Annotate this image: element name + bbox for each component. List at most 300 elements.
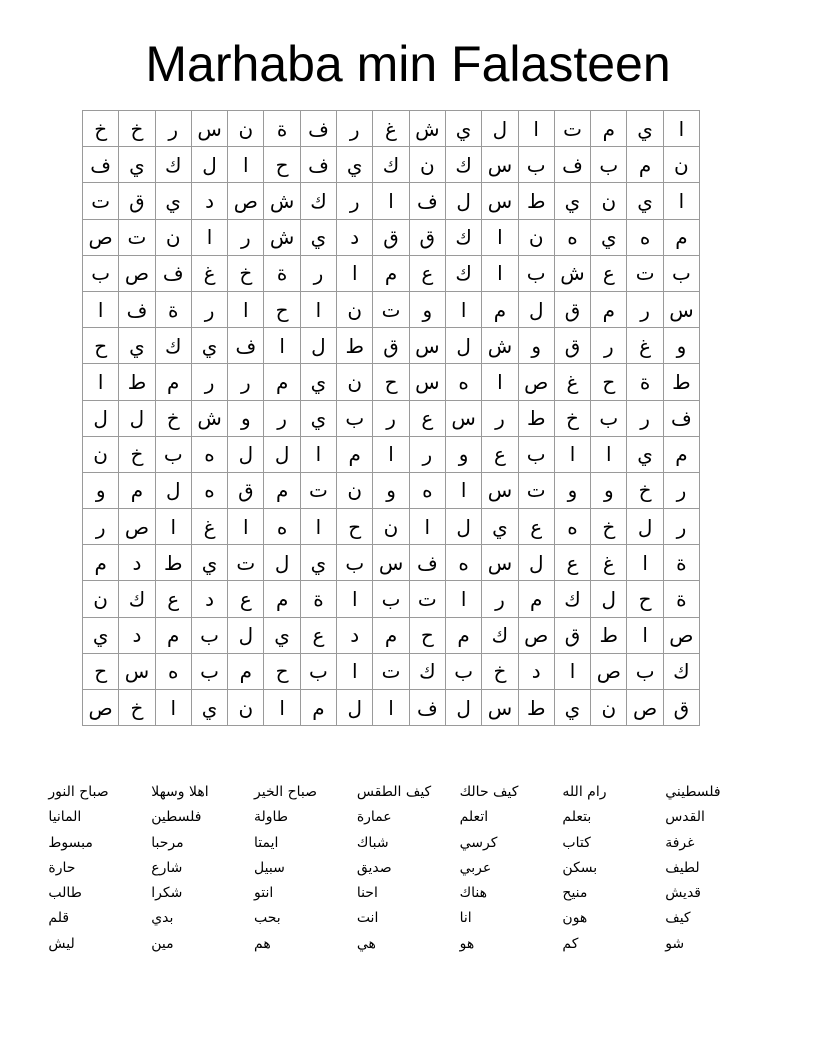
- grid-cell[interactable]: ف: [119, 292, 155, 328]
- grid-cell[interactable]: ر: [192, 292, 228, 328]
- grid-cell[interactable]: و: [519, 328, 555, 364]
- grid-cell[interactable]: ح: [410, 618, 446, 654]
- grid-cell[interactable]: و: [446, 437, 482, 473]
- grid-cell[interactable]: ط: [591, 618, 627, 654]
- grid-cell[interactable]: ا: [337, 256, 373, 292]
- grid-cell[interactable]: ر: [228, 364, 264, 400]
- grid-cell[interactable]: ي: [555, 183, 591, 219]
- word-list-item: غرفة: [665, 834, 695, 851]
- grid-cell[interactable]: ن: [337, 473, 373, 509]
- grid-cell[interactable]: ي: [446, 111, 482, 147]
- grid-cell[interactable]: ي: [482, 509, 518, 545]
- grid-cell[interactable]: ت: [301, 473, 337, 509]
- word-list-item: حارة: [48, 859, 76, 876]
- grid-cell[interactable]: س: [373, 545, 409, 581]
- grid-cell[interactable]: ب: [373, 581, 409, 617]
- grid-cell[interactable]: و: [373, 473, 409, 509]
- grid-cell[interactable]: ع: [410, 256, 446, 292]
- grid-cell[interactable]: خ: [555, 401, 591, 437]
- grid-cell[interactable]: ي: [627, 437, 663, 473]
- grid-cell[interactable]: ا: [228, 147, 264, 183]
- grid-cell[interactable]: ب: [156, 437, 192, 473]
- grid-cell[interactable]: ت: [627, 256, 663, 292]
- grid-cell[interactable]: ه: [156, 654, 192, 690]
- grid-cell[interactable]: ك: [156, 147, 192, 183]
- grid-cell[interactable]: س: [119, 654, 155, 690]
- grid-cell[interactable]: ه: [446, 545, 482, 581]
- grid-cell[interactable]: د: [337, 618, 373, 654]
- grid-cell[interactable]: ل: [264, 437, 300, 473]
- grid-cell[interactable]: ب: [519, 437, 555, 473]
- grid-cell[interactable]: غ: [192, 509, 228, 545]
- grid-cell[interactable]: و: [83, 473, 119, 509]
- grid-cell[interactable]: د: [337, 220, 373, 256]
- grid-cell[interactable]: ش: [410, 111, 446, 147]
- grid-cell[interactable]: ر: [627, 401, 663, 437]
- grid-cell[interactable]: ا: [555, 437, 591, 473]
- grid-cell[interactable]: ص: [591, 654, 627, 690]
- grid-cell[interactable]: ي: [156, 183, 192, 219]
- grid-cell[interactable]: ك: [156, 328, 192, 364]
- grid-cell[interactable]: ت: [555, 111, 591, 147]
- grid-cell[interactable]: ه: [555, 509, 591, 545]
- grid-cell[interactable]: و: [410, 292, 446, 328]
- grid-cell[interactable]: ه: [446, 364, 482, 400]
- grid-cell[interactable]: ب: [664, 256, 700, 292]
- grid-cell[interactable]: ص: [119, 256, 155, 292]
- grid-cell[interactable]: ب: [83, 256, 119, 292]
- grid-cell[interactable]: ق: [119, 183, 155, 219]
- grid-cell[interactable]: ش: [482, 328, 518, 364]
- grid-cell[interactable]: س: [192, 111, 228, 147]
- grid-cell[interactable]: ك: [446, 256, 482, 292]
- grid-cell[interactable]: ل: [446, 509, 482, 545]
- grid-cell[interactable]: ن: [228, 690, 264, 726]
- grid-cell[interactable]: ر: [482, 581, 518, 617]
- grid-cell[interactable]: خ: [119, 437, 155, 473]
- grid-cell[interactable]: م: [264, 581, 300, 617]
- grid-cell[interactable]: ا: [264, 690, 300, 726]
- grid-cell[interactable]: ل: [228, 437, 264, 473]
- grid-cell[interactable]: ن: [83, 581, 119, 617]
- grid-cell[interactable]: م: [156, 618, 192, 654]
- grid-cell[interactable]: ق: [228, 473, 264, 509]
- grid-cell[interactable]: ن: [591, 690, 627, 726]
- grid-cell[interactable]: و: [555, 473, 591, 509]
- grid-cell[interactable]: ا: [373, 437, 409, 473]
- grid-cell[interactable]: ك: [482, 618, 518, 654]
- grid-cell[interactable]: ا: [83, 364, 119, 400]
- word-list-item: شكرا: [151, 885, 183, 902]
- grid-cell[interactable]: ي: [83, 618, 119, 654]
- grid-cell[interactable]: ب: [591, 147, 627, 183]
- grid-cell[interactable]: ش: [555, 256, 591, 292]
- word-list-item: مين: [151, 935, 174, 952]
- grid-cell[interactable]: م: [337, 437, 373, 473]
- grid-cell[interactable]: ة: [301, 581, 337, 617]
- grid-cell[interactable]: ا: [83, 292, 119, 328]
- grid-cell[interactable]: ط: [337, 328, 373, 364]
- grid-cell[interactable]: ت: [83, 183, 119, 219]
- grid-cell[interactable]: م: [664, 437, 700, 473]
- grid-cell[interactable]: ف: [410, 690, 446, 726]
- grid-cell[interactable]: د: [119, 618, 155, 654]
- grid-cell[interactable]: ي: [301, 545, 337, 581]
- grid-cell[interactable]: ا: [373, 183, 409, 219]
- grid-cell[interactable]: ا: [228, 509, 264, 545]
- grid-cell[interactable]: ا: [337, 654, 373, 690]
- word-list-item: فلسطين: [151, 809, 202, 826]
- grid-cell[interactable]: ف: [410, 545, 446, 581]
- grid-cell[interactable]: ص: [83, 690, 119, 726]
- grid-cell[interactable]: ص: [519, 364, 555, 400]
- grid-cell[interactable]: ة: [156, 292, 192, 328]
- word-list-item: صديق: [356, 859, 392, 876]
- grid-cell[interactable]: م: [591, 292, 627, 328]
- grid-cell[interactable]: ص: [83, 220, 119, 256]
- grid-cell[interactable]: ي: [301, 364, 337, 400]
- grid-cell[interactable]: ه: [555, 220, 591, 256]
- grid-cell[interactable]: ش: [192, 401, 228, 437]
- word-list-item: عربي: [459, 859, 492, 876]
- grid-cell[interactable]: ا: [410, 509, 446, 545]
- grid-cell[interactable]: ف: [301, 111, 337, 147]
- grid-cell[interactable]: ل: [482, 111, 518, 147]
- grid-cell[interactable]: ن: [410, 147, 446, 183]
- grid-cell[interactable]: ا: [664, 183, 700, 219]
- grid-cell[interactable]: ر: [482, 401, 518, 437]
- grid-cell[interactable]: ت: [373, 292, 409, 328]
- grid-cell[interactable]: ر: [664, 509, 700, 545]
- grid-cell[interactable]: ع: [301, 618, 337, 654]
- grid-cell[interactable]: ب: [519, 256, 555, 292]
- grid-cell[interactable]: ن: [337, 292, 373, 328]
- grid-cell[interactable]: ا: [627, 618, 663, 654]
- grid-cell[interactable]: ح: [264, 147, 300, 183]
- grid-cell[interactable]: ا: [482, 364, 518, 400]
- grid-cell[interactable]: ا: [301, 509, 337, 545]
- grid-cell[interactable]: ر: [627, 292, 663, 328]
- grid-cell[interactable]: ة: [264, 111, 300, 147]
- grid-cell[interactable]: ق: [555, 618, 591, 654]
- grid-cell[interactable]: ح: [627, 581, 663, 617]
- grid-cell[interactable]: ح: [373, 364, 409, 400]
- grid-cell[interactable]: ر: [410, 437, 446, 473]
- grid-cell[interactable]: ة: [664, 581, 700, 617]
- grid-cell[interactable]: ف: [410, 183, 446, 219]
- grid-cell[interactable]: ح: [591, 364, 627, 400]
- grid-cell[interactable]: ا: [156, 509, 192, 545]
- word-list-item: كتاب: [562, 834, 591, 851]
- grid-cell[interactable]: ا: [228, 292, 264, 328]
- grid-cell[interactable]: ر: [337, 111, 373, 147]
- grid-cell[interactable]: ع: [555, 545, 591, 581]
- grid-cell[interactable]: ه: [627, 220, 663, 256]
- grid-cell[interactable]: ص: [664, 618, 700, 654]
- grid-cell[interactable]: م: [83, 545, 119, 581]
- grid-cell[interactable]: ط: [519, 183, 555, 219]
- grid-cell[interactable]: ا: [482, 256, 518, 292]
- grid-cell[interactable]: ي: [192, 690, 228, 726]
- grid-cell[interactable]: ط: [519, 690, 555, 726]
- grid-cell[interactable]: م: [301, 690, 337, 726]
- grid-cell[interactable]: ه: [192, 473, 228, 509]
- grid-cell[interactable]: ي: [301, 220, 337, 256]
- grid-cell[interactable]: و: [591, 473, 627, 509]
- grid-cell[interactable]: ح: [83, 654, 119, 690]
- grid-cell[interactable]: ل: [156, 473, 192, 509]
- grid-cell[interactable]: ة: [264, 256, 300, 292]
- grid-cell[interactable]: ا: [337, 581, 373, 617]
- grid-cell[interactable]: ا: [446, 292, 482, 328]
- grid-cell[interactable]: ط: [519, 401, 555, 437]
- grid-cell[interactable]: ي: [627, 111, 663, 147]
- grid-cell[interactable]: ق: [555, 292, 591, 328]
- grid-cell[interactable]: ه: [192, 437, 228, 473]
- grid-cell[interactable]: س: [482, 183, 518, 219]
- grid-cell[interactable]: ل: [301, 328, 337, 364]
- grid-cell[interactable]: ا: [664, 111, 700, 147]
- grid-cell[interactable]: ا: [264, 328, 300, 364]
- grid-cell[interactable]: ه: [410, 473, 446, 509]
- grid-cell[interactable]: ف: [664, 401, 700, 437]
- grid-cell[interactable]: م: [373, 618, 409, 654]
- grid-cell[interactable]: ص: [228, 183, 264, 219]
- grid-cell[interactable]: ب: [519, 147, 555, 183]
- grid-cell[interactable]: م: [228, 654, 264, 690]
- grid-cell[interactable]: ر: [373, 401, 409, 437]
- grid-cell[interactable]: ح: [264, 654, 300, 690]
- grid-cell[interactable]: ش: [264, 183, 300, 219]
- grid-cell[interactable]: ر: [156, 111, 192, 147]
- grid-cell[interactable]: ع: [519, 509, 555, 545]
- grid-cell[interactable]: ب: [627, 654, 663, 690]
- grid-cell[interactable]: خ: [591, 509, 627, 545]
- grid-cell[interactable]: م: [627, 147, 663, 183]
- grid-cell[interactable]: د: [519, 654, 555, 690]
- grid-cell[interactable]: غ: [591, 545, 627, 581]
- grid-cell[interactable]: س: [482, 690, 518, 726]
- grid-cell[interactable]: ي: [337, 147, 373, 183]
- word-list-item: رام الله: [562, 784, 607, 800]
- grid-cell[interactable]: ن: [337, 364, 373, 400]
- grid-cell[interactable]: ل: [446, 328, 482, 364]
- grid-cell[interactable]: ي: [301, 401, 337, 437]
- grid-cell[interactable]: س: [410, 328, 446, 364]
- grid-cell[interactable]: ر: [264, 401, 300, 437]
- grid-cell[interactable]: س: [664, 292, 700, 328]
- grid-cell[interactable]: غ: [373, 111, 409, 147]
- grid-cell[interactable]: ا: [555, 654, 591, 690]
- grid-cell[interactable]: ط: [119, 364, 155, 400]
- grid-cell[interactable]: ق: [373, 328, 409, 364]
- grid-cell[interactable]: م: [264, 364, 300, 400]
- grid-cell[interactable]: ل: [337, 690, 373, 726]
- grid-cell[interactable]: ص: [627, 690, 663, 726]
- grid-cell[interactable]: خ: [119, 111, 155, 147]
- grid-cell[interactable]: س: [482, 147, 518, 183]
- grid-cell[interactable]: ا: [373, 690, 409, 726]
- grid-cell[interactable]: ك: [373, 147, 409, 183]
- grid-cell[interactable]: غ: [555, 364, 591, 400]
- grid-cell[interactable]: ي: [627, 183, 663, 219]
- grid-cell[interactable]: ب: [192, 618, 228, 654]
- grid-cell[interactable]: ن: [664, 147, 700, 183]
- grid-cell[interactable]: د: [119, 545, 155, 581]
- grid-cell[interactable]: خ: [156, 401, 192, 437]
- grid-cell[interactable]: ك: [446, 147, 482, 183]
- grid-cell[interactable]: م: [264, 473, 300, 509]
- grid-cell[interactable]: ك: [446, 220, 482, 256]
- grid-cell[interactable]: ع: [228, 581, 264, 617]
- grid-cell[interactable]: س: [446, 401, 482, 437]
- grid-cell[interactable]: ن: [591, 183, 627, 219]
- grid-cell[interactable]: ل: [83, 401, 119, 437]
- grid-cell[interactable]: و: [228, 401, 264, 437]
- grid-cell[interactable]: ي: [264, 618, 300, 654]
- grid-cell[interactable]: ح: [83, 328, 119, 364]
- grid-cell[interactable]: ع: [156, 581, 192, 617]
- grid-cell[interactable]: ي: [555, 690, 591, 726]
- grid-cell[interactable]: ن: [83, 437, 119, 473]
- grid-cell[interactable]: ص: [119, 509, 155, 545]
- grid-cell[interactable]: ي: [119, 147, 155, 183]
- grid-cell[interactable]: ا: [591, 437, 627, 473]
- grid-cell[interactable]: ي: [192, 545, 228, 581]
- grid-cell[interactable]: ب: [301, 654, 337, 690]
- grid-cell[interactable]: ق: [373, 220, 409, 256]
- grid-cell[interactable]: ك: [301, 183, 337, 219]
- grid-cell[interactable]: ا: [627, 545, 663, 581]
- grid-cell[interactable]: ا: [519, 111, 555, 147]
- grid-cell[interactable]: س: [482, 545, 518, 581]
- grid-cell[interactable]: ق: [410, 220, 446, 256]
- grid-cell[interactable]: ا: [301, 437, 337, 473]
- grid-cell[interactable]: ف: [156, 256, 192, 292]
- grid-cell[interactable]: ع: [591, 256, 627, 292]
- grid-cell[interactable]: غ: [627, 328, 663, 364]
- grid-cell[interactable]: ف: [228, 328, 264, 364]
- grid-cell[interactable]: ن: [228, 111, 264, 147]
- grid-cell[interactable]: ا: [156, 690, 192, 726]
- grid-cell[interactable]: ب: [337, 545, 373, 581]
- grid-cell[interactable]: ت: [373, 654, 409, 690]
- grid-cell[interactable]: ن: [373, 509, 409, 545]
- grid-cell[interactable]: ر: [337, 183, 373, 219]
- word-list-item: بتعلم: [562, 809, 592, 826]
- grid-cell[interactable]: ت: [519, 473, 555, 509]
- grid-cell[interactable]: ق: [664, 690, 700, 726]
- grid-cell[interactable]: خ: [228, 256, 264, 292]
- grid-cell[interactable]: ح: [264, 292, 300, 328]
- grid-cell[interactable]: ع: [482, 437, 518, 473]
- grid-cell[interactable]: د: [192, 581, 228, 617]
- grid-cell[interactable]: ط: [664, 364, 700, 400]
- grid-cell[interactable]: ف: [301, 147, 337, 183]
- grid-cell[interactable]: ل: [446, 690, 482, 726]
- grid-cell[interactable]: ع: [410, 401, 446, 437]
- grid-row: [83, 147, 700, 183]
- grid-cell[interactable]: د: [192, 183, 228, 219]
- grid-cell[interactable]: ر: [664, 473, 700, 509]
- grid-cell[interactable]: خ: [119, 690, 155, 726]
- grid-cell[interactable]: م: [519, 581, 555, 617]
- grid-cell[interactable]: م: [119, 473, 155, 509]
- grid-cell[interactable]: ك: [410, 654, 446, 690]
- grid-cell[interactable]: ش: [264, 220, 300, 256]
- grid-cell[interactable]: م: [482, 292, 518, 328]
- grid-cell[interactable]: ص: [519, 618, 555, 654]
- grid-cell[interactable]: ا: [482, 220, 518, 256]
- grid-cell[interactable]: ن: [519, 220, 555, 256]
- grid-cell[interactable]: ت: [228, 545, 264, 581]
- grid-cell[interactable]: غ: [192, 256, 228, 292]
- grid-cell[interactable]: ا: [446, 581, 482, 617]
- grid-cell[interactable]: م: [373, 256, 409, 292]
- grid-cell[interactable]: م: [156, 364, 192, 400]
- grid-cell[interactable]: ل: [627, 509, 663, 545]
- grid-cell[interactable]: خ: [627, 473, 663, 509]
- grid-cell[interactable]: ك: [664, 654, 700, 690]
- grid-cell[interactable]: ه: [264, 509, 300, 545]
- grid-cell[interactable]: ل: [519, 292, 555, 328]
- grid-cell[interactable]: ح: [337, 509, 373, 545]
- grid-cell[interactable]: ك: [119, 581, 155, 617]
- grid-cell[interactable]: ي: [119, 328, 155, 364]
- grid-cell[interactable]: ك: [555, 581, 591, 617]
- grid-cell[interactable]: ة: [664, 545, 700, 581]
- grid-cell[interactable]: ر: [83, 509, 119, 545]
- grid-cell[interactable]: ف: [83, 147, 119, 183]
- grid-cell[interactable]: ي: [591, 220, 627, 256]
- grid-cell[interactable]: ل: [446, 183, 482, 219]
- grid-cell[interactable]: م: [664, 220, 700, 256]
- grid-cell[interactable]: ف: [555, 147, 591, 183]
- grid-cell[interactable]: خ: [83, 111, 119, 147]
- grid-cell[interactable]: ت: [119, 220, 155, 256]
- grid-cell[interactable]: س: [410, 364, 446, 400]
- grid-cell[interactable]: ل: [264, 545, 300, 581]
- grid-cell[interactable]: ل: [119, 401, 155, 437]
- grid-cell[interactable]: ا: [192, 220, 228, 256]
- grid-cell[interactable]: س: [482, 473, 518, 509]
- grid-cell[interactable]: ر: [192, 364, 228, 400]
- grid-cell[interactable]: ل: [228, 618, 264, 654]
- grid-cell[interactable]: ة: [627, 364, 663, 400]
- grid-cell[interactable]: ي: [192, 328, 228, 364]
- grid-cell[interactable]: ل: [591, 581, 627, 617]
- grid-cell[interactable]: خ: [482, 654, 518, 690]
- grid-cell[interactable]: ر: [228, 220, 264, 256]
- grid-cell[interactable]: ا: [446, 473, 482, 509]
- grid-cell[interactable]: ا: [301, 292, 337, 328]
- grid-cell[interactable]: ن: [156, 220, 192, 256]
- grid-cell[interactable]: م: [591, 111, 627, 147]
- grid-cell[interactable]: ل: [519, 545, 555, 581]
- grid-cell[interactable]: م: [446, 618, 482, 654]
- grid-cell[interactable]: و: [664, 328, 700, 364]
- grid-cell[interactable]: ط: [156, 545, 192, 581]
- grid-cell[interactable]: ب: [446, 654, 482, 690]
- grid-cell[interactable]: ل: [192, 147, 228, 183]
- grid-cell[interactable]: ب: [591, 401, 627, 437]
- grid-cell[interactable]: ب: [337, 401, 373, 437]
- grid-cell[interactable]: ت: [410, 581, 446, 617]
- grid-cell[interactable]: ق: [555, 328, 591, 364]
- grid-cell[interactable]: ب: [192, 654, 228, 690]
- grid-cell[interactable]: ر: [591, 328, 627, 364]
- grid-cell[interactable]: ر: [301, 256, 337, 292]
